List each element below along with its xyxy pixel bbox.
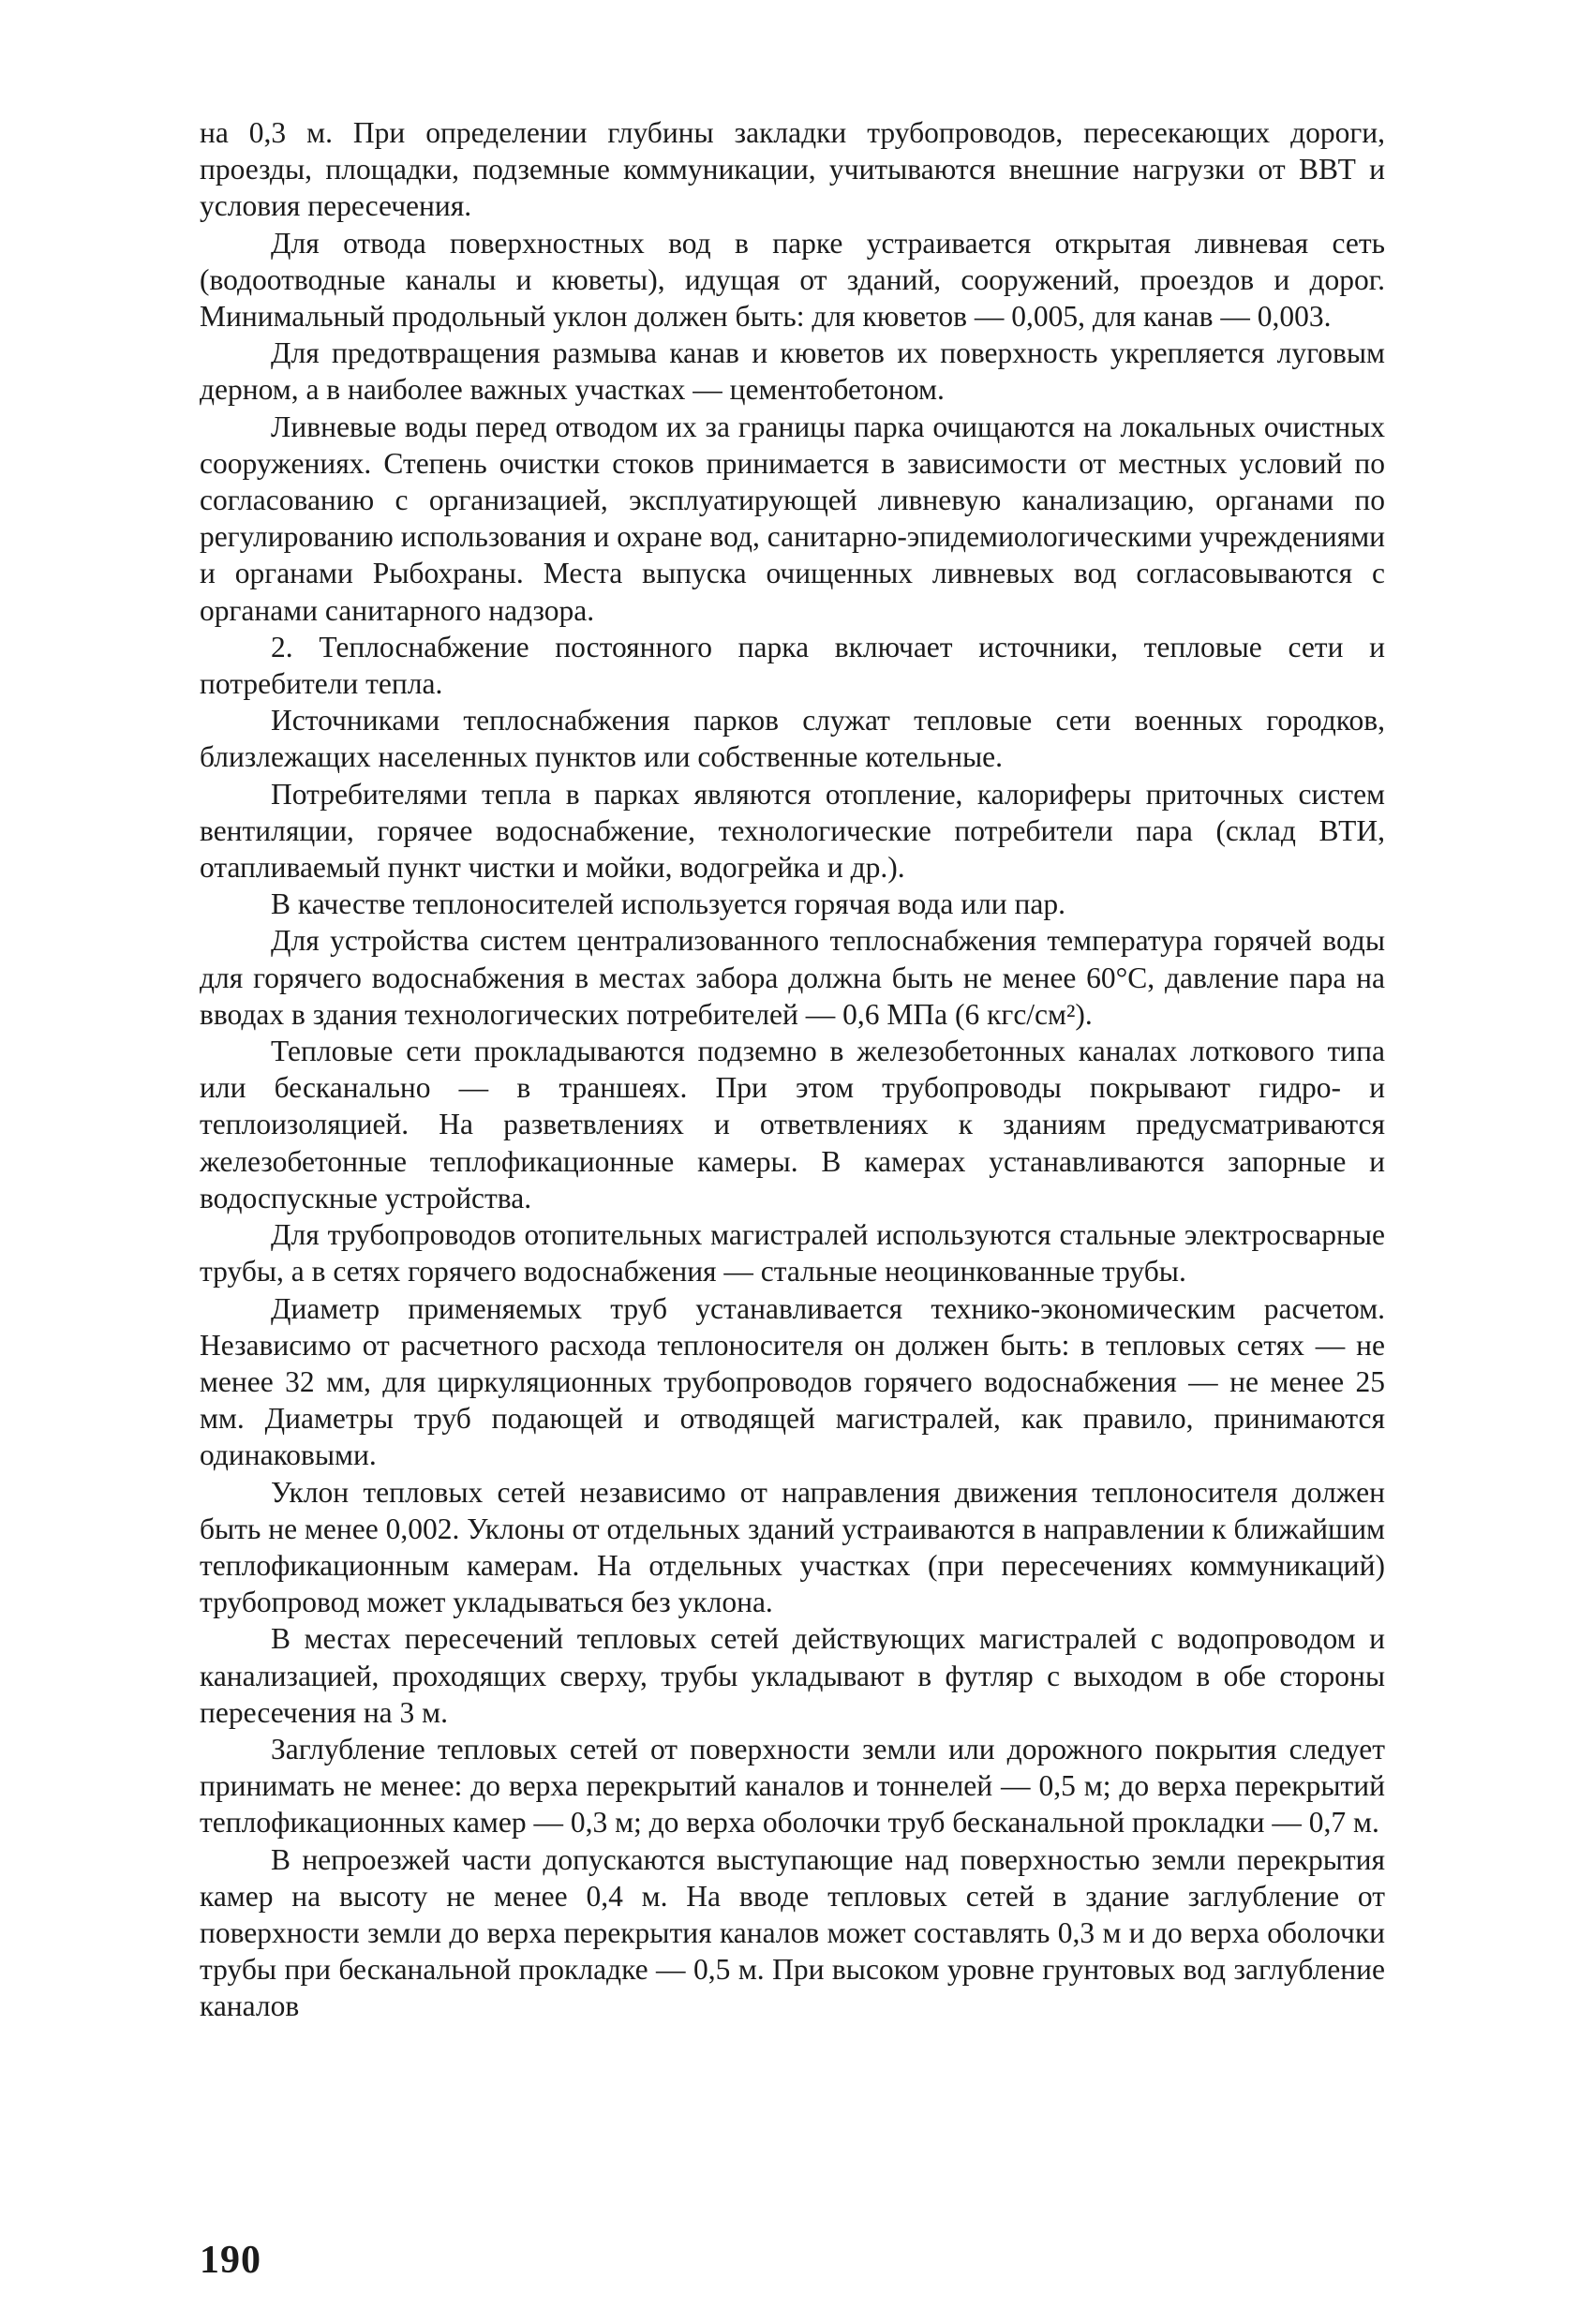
page-number: 190 — [200, 2239, 261, 2282]
paragraph: Для устройства систем централизованного теплоснабжения температура горячей воды для горячего водоснабжения в местах забора должна быть не менее 60°С, давление пара на вводах в здания технологических потребителей — 0,6 МПа (6 кгс/см²). — [200, 924, 1385, 1031]
paragraph: В качестве теплоносителей используется горячая вода или пар. — [271, 887, 1065, 921]
paragraph: В местах пересечений тепловых сетей действующих магистралей с водопроводом и канализацией, проходящих сверху, трубы укладывают в футляр с выходом в обе стороны пересечения на 3 м. — [200, 1622, 1385, 1729]
paragraph: Диаметр применяемых труб устанавливается технико-экономическим расчетом. Независимо от расчетного расхода теплоносителя он должен быть: в тепловых сетях — не менее 32 мм, для циркуляционных трубопроводов горячего водоснабжения — не менее 25 мм. Диаметры труб подающей и отводящей магистралей, как правило, принимаются одинаковыми. — [200, 1291, 1385, 1472]
paragraph: Ливневые воды перед отводом их за границы парка очищаются на локальных очистных сооружениях. Степень очистки стоков принимается в зависимости от местных условий по согласованию с организацией, эксплуатирующей ливневую канализацию, органами по регулированию использования и охране вод, санитарно-эпидемиологическими учреждениями и органами Рыбохраны. Места выпуска очищенных ливневых вод согласовываются с органами санитарного надзора. — [200, 410, 1385, 627]
paragraph: Для трубопроводов отопительных магистралей используются стальные электросварные трубы, а в сетях горячего водоснабжения — стальные неоцинкованные трубы. — [200, 1218, 1385, 1289]
paragraph: на 0,3 м. При определении глубины закладки трубопроводов, пересекающих дороги, проезды, площадки, подземные коммуникации, учитываются внешние нагрузки от ВВТ и условия пересечения. — [200, 116, 1385, 223]
paragraph: 2. Теплоснабжение постоянного парка включает источники, тепловые сети и потребители тепла. — [200, 630, 1385, 701]
paragraph: Уклон тепловых сетей независимо от направления движения теплоносителя должен быть не менее 0,002. Уклоны от отдельных зданий устраиваются в направлении к ближайшим теплофикационным камерам. На отдельных участках (при пересечениях коммуникаций) трубопровод может укладываться без уклона. — [200, 1475, 1385, 1619]
paragraph: Для отвода поверхностных вод в парке устраивается открытая ливневая сеть (водоотводные каналы и кюветы), идущая от зданий, сооружений, проездов и дорог. Минимальный продольный уклон должен быть: для кюветов — 0,005, для канав — 0,003. — [200, 226, 1385, 334]
paragraph: Для предотвращения размыва канав и кюветов их поверхность укрепляется луговым дерном, а в наиболее важных участках — цементобетоном. — [200, 336, 1385, 407]
paragraph: Тепловые сети прокладываются подземно в железобетонных каналах лоткового типа или бесканально — в траншеях. При этом трубопроводы покрывают гидро- и теплоизоляцией. На разветвлениях и ответвлениях к зданиям предусматриваются железобетонные теплофикационные камеры. В камерах устанавливаются запорные и водоспускные устройства. — [200, 1035, 1385, 1214]
paragraph: Заглубление тепловых сетей от поверхности земли или дорожного покрытия следует принимать не менее: до верха перекрытий каналов и тоннелей — 0,5 м; до верха перекрытий теплофикационных камер — 0,3 м; до верха оболочки труб бесканальной прокладки — 0,7 м. — [200, 1732, 1385, 1840]
paragraph: Потребителями тепла в парках являются отопление, калориферы приточных систем вентиляции, горячее водоснабжение, технологические потребители пара (склад ВТИ, отапливаемый пункт чистки и мойки, водогрейка и др.). — [200, 777, 1385, 885]
paragraph: Источниками теплоснабжения парков служат тепловые сети военных городков, близлежащих населенных пунктов или собственные котельные. — [200, 704, 1385, 774]
paragraph: В непроезжей части допускаются выступающие над поверхностью земли перекрытия камер на высоту не менее 0,4 м. На вводе тепловых сетей в здание заглубление от поверхности земли до верха перекрытия каналов может составлять 0,3 м и до верха оболочки трубы при бесканальной прокладке — 0,5 м. При высоком уровне грунтовых вод заглубление каналов — [200, 1842, 1385, 2023]
page-body-text — [200, 114, 1385, 2025]
